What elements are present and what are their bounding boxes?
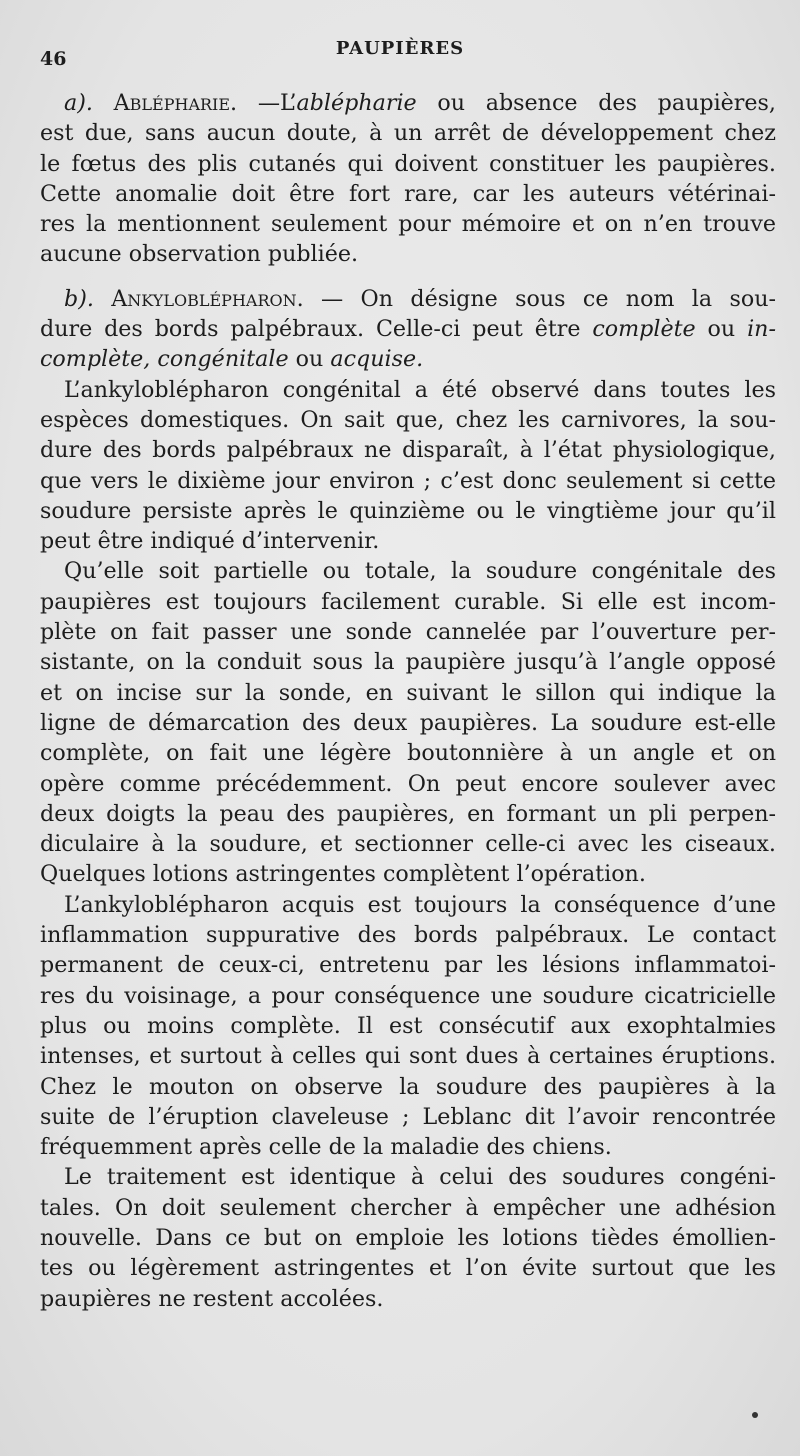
section-b-first-line-rest: On désigne sous ce nom la sou-	[360, 285, 776, 312]
running-title: PAUPIÈRES	[335, 38, 465, 59]
paragraph-line: espèces domestiques. On sait que, chez les carnivores, la sou-	[40, 406, 776, 433]
paragraph-line: tes ou légèrement astringentes et l’on évite surtout que les	[40, 1255, 776, 1282]
paragraph-line: et on incise sur la sonde, en suivant le sillon qui indique la	[40, 679, 776, 706]
paragraph-line: deux doigts la peau des paupières, en formant un pli perpen-	[40, 800, 776, 827]
section-a-line: Cette anomalie doit être fort rare, car les auteurs vétérinai-	[40, 180, 776, 207]
section-a-label: a).	[64, 90, 93, 116]
section-gap	[40, 270, 776, 284]
paragraph-line: Qu’elle soit partielle ou totale, la soudure congénitale des	[64, 558, 776, 585]
paragraph-line: nouvelle. Dans ce but on emploie les lotions tièdes émollien-	[40, 1224, 776, 1251]
ink-speck	[752, 1412, 758, 1418]
paragraph-line: sistante, on la conduit sous la paupière jusqu’à l’angle opposé	[40, 649, 776, 676]
section-b-term-congenital: complète, congénitale	[40, 346, 289, 373]
section-b-line-2	[40, 314, 776, 344]
section-b-dash: —	[321, 285, 344, 312]
page-header	[0, 38, 800, 68]
paragraph-line: opère comme précédemment. On peut encore soulever avec	[40, 770, 776, 797]
paragraph-line: que vers le dixième jour environ ; c’est donc seulement si cette	[40, 467, 776, 494]
paragraph-line: ligne de démarcation des deux paupières. La soudure est-elle	[40, 709, 776, 736]
section-b-connector: ou	[295, 346, 324, 373]
paragraph-line: fréquemment après celle de la maladie des chiens.	[40, 1134, 612, 1161]
section-b-label: b).	[64, 285, 94, 312]
paragraph-line: intenses, et surtout à celles qui sont dues à certaines éruptions.	[40, 1043, 776, 1070]
section-a-dash: —	[257, 90, 280, 116]
paragraph-line: permanent de ceux-ci, entretenu par les lésions inflammatoi-	[40, 952, 776, 979]
page-number: 46	[40, 48, 67, 70]
section-b-term-complete: complète	[592, 316, 696, 343]
paragraph-line: L’ankyloblépharon acquis est toujours la conséquence d’une	[64, 891, 776, 918]
section-b-connector: ou	[707, 316, 736, 343]
paragraph-line: Quelques lotions astringentes complètent l’opération.	[40, 861, 646, 888]
paragraph-line: peut être indiqué d’intervenir.	[40, 528, 380, 555]
paragraph-line: paupières est toujours facilement curable. Si elle est incom-	[40, 588, 776, 615]
section-b-term-incomplete-start: in-	[747, 316, 776, 343]
paragraph-line: inflammation suppurative des bords palpébraux. Le contact	[40, 922, 776, 949]
paragraph-line: complète, on fait une légère boutonnière à un angle et on	[40, 740, 776, 767]
section-a-heading: Ablépharie.	[113, 90, 238, 116]
section-b-first-line	[40, 284, 776, 314]
paragraph-line: soudure persiste après le quinzième ou le vingtième jour qu’il	[40, 497, 776, 524]
section-a-line: res la mentionnent seulement pour mémoire et on n’en trouve	[40, 211, 776, 238]
paragraph-line: Chez le mouton on observe la soudure des paupières à la	[40, 1073, 776, 1100]
paragraph-line: dure des bords palpébraux ne disparaît, à l’état physiologique,	[40, 437, 776, 464]
section-a-term: ablépharie	[296, 90, 417, 116]
paragraph-line: paupières ne restent accolées.	[40, 1285, 384, 1312]
paragraph-line: res du voisinage, a pour conséquence une soudure cicatricielle	[40, 982, 776, 1009]
section-a-line: le fœtus des plis cutanés qui doivent constituer les paupières.	[40, 150, 776, 177]
paragraph-line: plète on fait passer une sonde cannelée par l’ouverture per-	[40, 619, 776, 646]
section-a-first-line: a). Ablépharie. —L’ablépharie ou absence des paupières,	[64, 90, 776, 116]
paragraph-line: tales. On doit seulement chercher à empêcher une adhésion	[40, 1194, 776, 1221]
paragraph-line: L’ankyloblépharon congénital a été observé dans toutes les	[64, 376, 776, 403]
paragraph-line: plus ou moins complète. Il est consécutif aux exophtalmies	[40, 1012, 776, 1039]
section-b-line-2-text: dure des bords palpébraux. Celle-ci peut être	[40, 316, 581, 343]
section-a-line: est due, sans aucun doute, à un arrêt de développement chez	[40, 120, 776, 147]
paragraph-line: Le traitement est identique à celui des soudures congéni-	[64, 1164, 776, 1191]
section-b-term-acquired: acquise.	[330, 346, 424, 373]
paragraph-line: suite de l’éruption claveleuse ; Leblanc dit l’avoir rencontrée	[40, 1103, 776, 1130]
section-a-line: aucune observation publiée.	[40, 241, 359, 268]
body-text	[40, 88, 776, 1314]
paragraph-line: diculaire à la soudure, et sectionner celle-ci avec les ciseaux.	[40, 831, 776, 858]
section-b-line-3	[40, 344, 776, 374]
section-b-heading: Ankyloblépharon.	[111, 285, 304, 312]
